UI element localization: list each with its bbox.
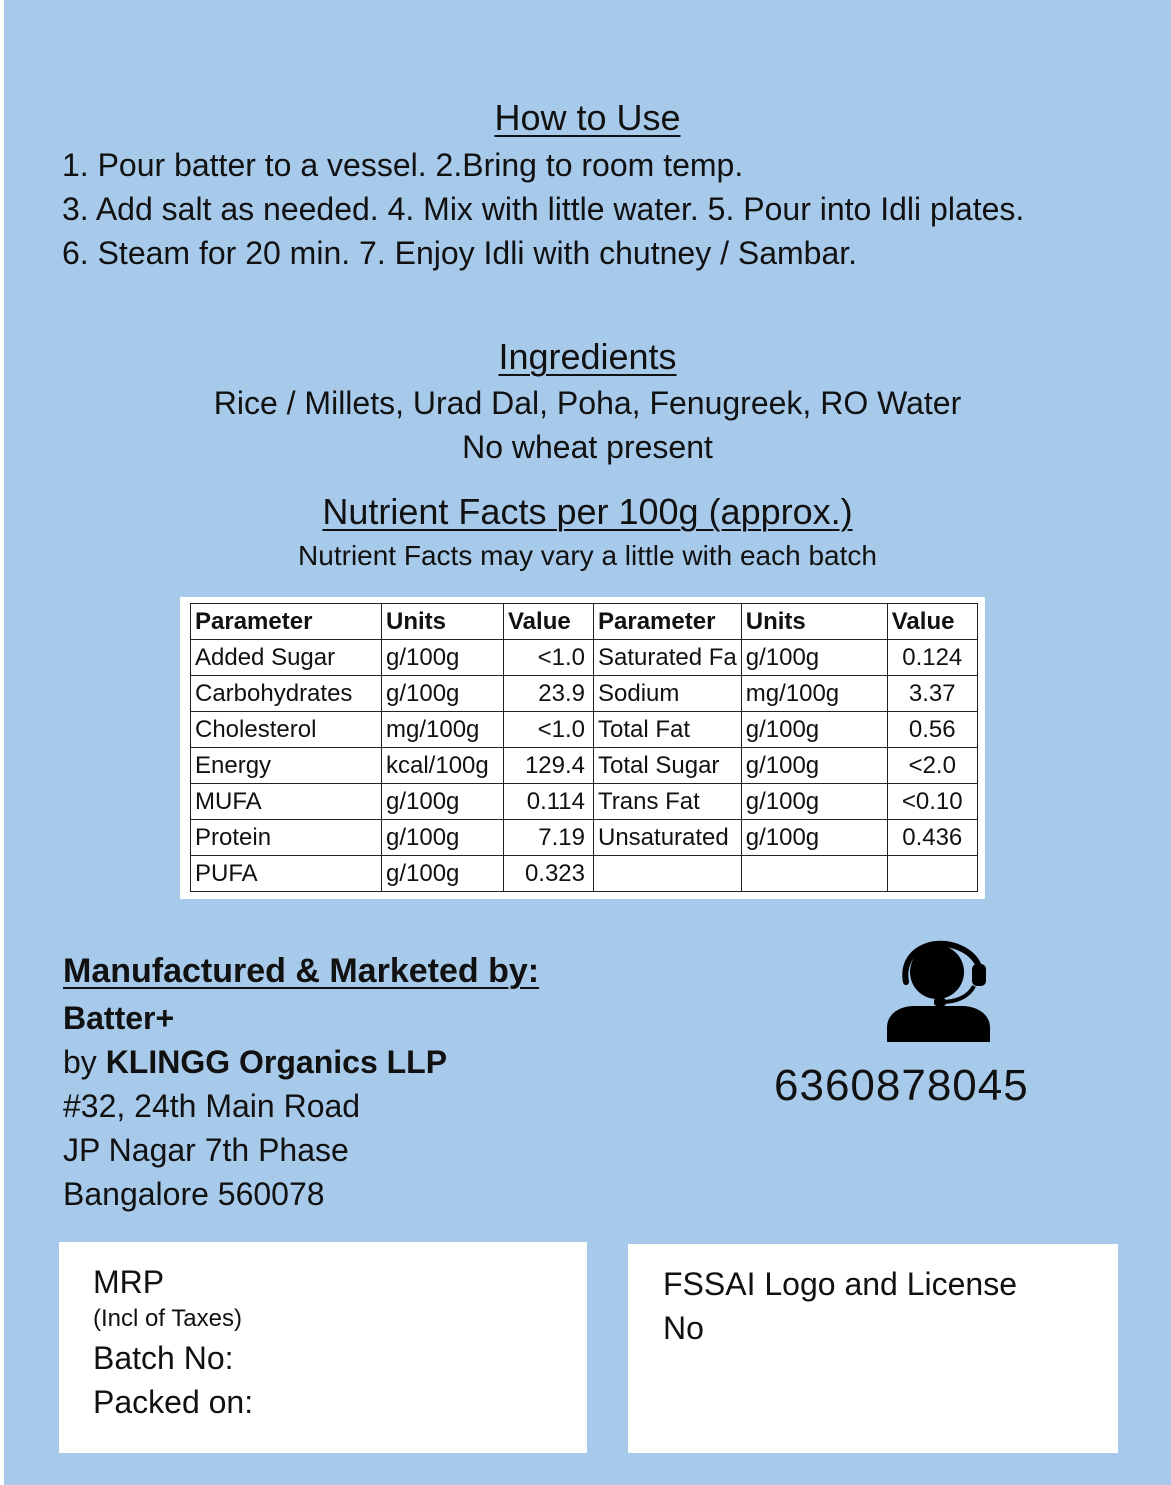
unit-cell: g/100g: [741, 640, 887, 676]
brand-name: Batter+: [63, 1000, 175, 1036]
ingredients-list: Rice / Millets, Urad Dal, Poha, Fenugreek, RO Water: [213, 385, 962, 421]
product-label-back: [4, 0, 1171, 1485]
parameter-cell: Unsaturated: [594, 820, 742, 856]
fssai-box: [628, 1244, 1118, 1453]
manufacturer-heading: Manufactured & Marketed by:: [63, 952, 540, 990]
nutrient-facts-subtitle: Nutrient Facts may vary a little with each batch: [298, 540, 877, 571]
fssai-line-1: FSSAI Logo and License: [663, 1266, 1018, 1302]
parameter-cell: MUFA: [191, 784, 382, 820]
parameter-cell: [594, 856, 742, 892]
parameter-cell: Added Sugar: [191, 640, 382, 676]
packed-on-label: Packed on:: [93, 1384, 254, 1420]
value-cell: 0.436: [887, 820, 977, 856]
header-cell: Units: [382, 604, 504, 640]
nutrient-table-card: [180, 597, 985, 899]
value-cell: 129.4: [504, 748, 594, 784]
tax-note: (Incl of Taxes): [93, 1305, 242, 1332]
how-to-use-line-3: 6. Steam for 20 min. 7. Enjoy Idli with chutney / Sambar.: [62, 235, 858, 271]
header-cell: Units: [741, 604, 887, 640]
nutrient-table-header: [191, 604, 978, 640]
unit-cell: g/100g: [741, 784, 887, 820]
header-cell: Parameter: [594, 604, 742, 640]
table-row: [191, 676, 978, 712]
parameter-cell: Saturated Fa: [594, 640, 742, 676]
batch-no-label: Batch No:: [93, 1340, 234, 1376]
value-cell: 0.114: [504, 784, 594, 820]
header-cell: Value: [504, 604, 594, 640]
table-row: [191, 640, 978, 676]
address-line-2: JP Nagar 7th Phase: [63, 1132, 349, 1168]
parameter-cell: PUFA: [191, 856, 382, 892]
customer-support-headset-icon: [882, 936, 996, 1046]
table-row: [191, 748, 978, 784]
unit-cell: g/100g: [741, 712, 887, 748]
parameter-cell: Total Fat: [594, 712, 742, 748]
address-line-1: #32, 24th Main Road: [63, 1088, 361, 1124]
nutrient-table: [190, 603, 978, 892]
value-cell: <2.0: [887, 748, 977, 784]
mrp-label: MRP: [93, 1264, 165, 1300]
value-cell: 7.19: [504, 820, 594, 856]
value-cell: 0.124: [887, 640, 977, 676]
address-line-3: Bangalore 560078: [63, 1176, 325, 1212]
company-name: KLINGG Organics LLP: [105, 1044, 448, 1080]
table-row: [191, 820, 978, 856]
unit-cell: g/100g: [741, 748, 887, 784]
unit-cell: mg/100g: [741, 676, 887, 712]
value-cell: 23.9: [504, 676, 594, 712]
parameter-cell: Trans Fat: [594, 784, 742, 820]
table-row: [191, 784, 978, 820]
value-cell: 0.323: [504, 856, 594, 892]
header-cell: Value: [887, 604, 977, 640]
table-row: [191, 856, 978, 892]
header-cell: Parameter: [191, 604, 382, 640]
parameter-cell: Cholesterol: [191, 712, 382, 748]
company-line: [63, 1042, 447, 1082]
value-cell: 3.37: [887, 676, 977, 712]
how-to-use-heading: How to Use: [494, 97, 681, 138]
unit-cell: g/100g: [382, 640, 504, 676]
unit-cell: g/100g: [382, 820, 504, 856]
unit-cell: g/100g: [382, 856, 504, 892]
mrp-batch-box: [59, 1242, 587, 1453]
how-to-use-line-1: 1. Pour batter to a vessel. 2.Bring to room temp.: [62, 147, 744, 183]
unit-cell: g/100g: [382, 676, 504, 712]
value-cell: <0.10: [887, 784, 977, 820]
unit-cell: [741, 856, 887, 892]
parameter-cell: Carbohydrates: [191, 676, 382, 712]
fssai-line-2: No: [663, 1310, 704, 1346]
support-phone-number: 6360878045: [774, 1061, 1029, 1110]
unit-cell: g/100g: [382, 784, 504, 820]
unit-cell: g/100g: [741, 820, 887, 856]
value-cell: [887, 856, 977, 892]
ingredients-note: No wheat present: [462, 429, 713, 465]
unit-cell: kcal/100g: [382, 748, 504, 784]
table-row: [191, 712, 978, 748]
how-to-use-line-2: 3. Add salt as needed. 4. Mix with little water. 5. Pour into Idli plates.: [62, 191, 1025, 227]
value-cell: <1.0: [504, 640, 594, 676]
parameter-cell: Energy: [191, 748, 382, 784]
parameter-cell: Sodium: [594, 676, 742, 712]
parameter-cell: Total Sugar: [594, 748, 742, 784]
ingredients-heading: Ingredients: [498, 336, 677, 377]
nutrient-facts-heading: Nutrient Facts per 100g (approx.): [322, 491, 853, 532]
value-cell: <1.0: [504, 712, 594, 748]
unit-cell: mg/100g: [382, 712, 504, 748]
company-prefix: by: [63, 1044, 106, 1080]
value-cell: 0.56: [887, 712, 977, 748]
parameter-cell: Protein: [191, 820, 382, 856]
